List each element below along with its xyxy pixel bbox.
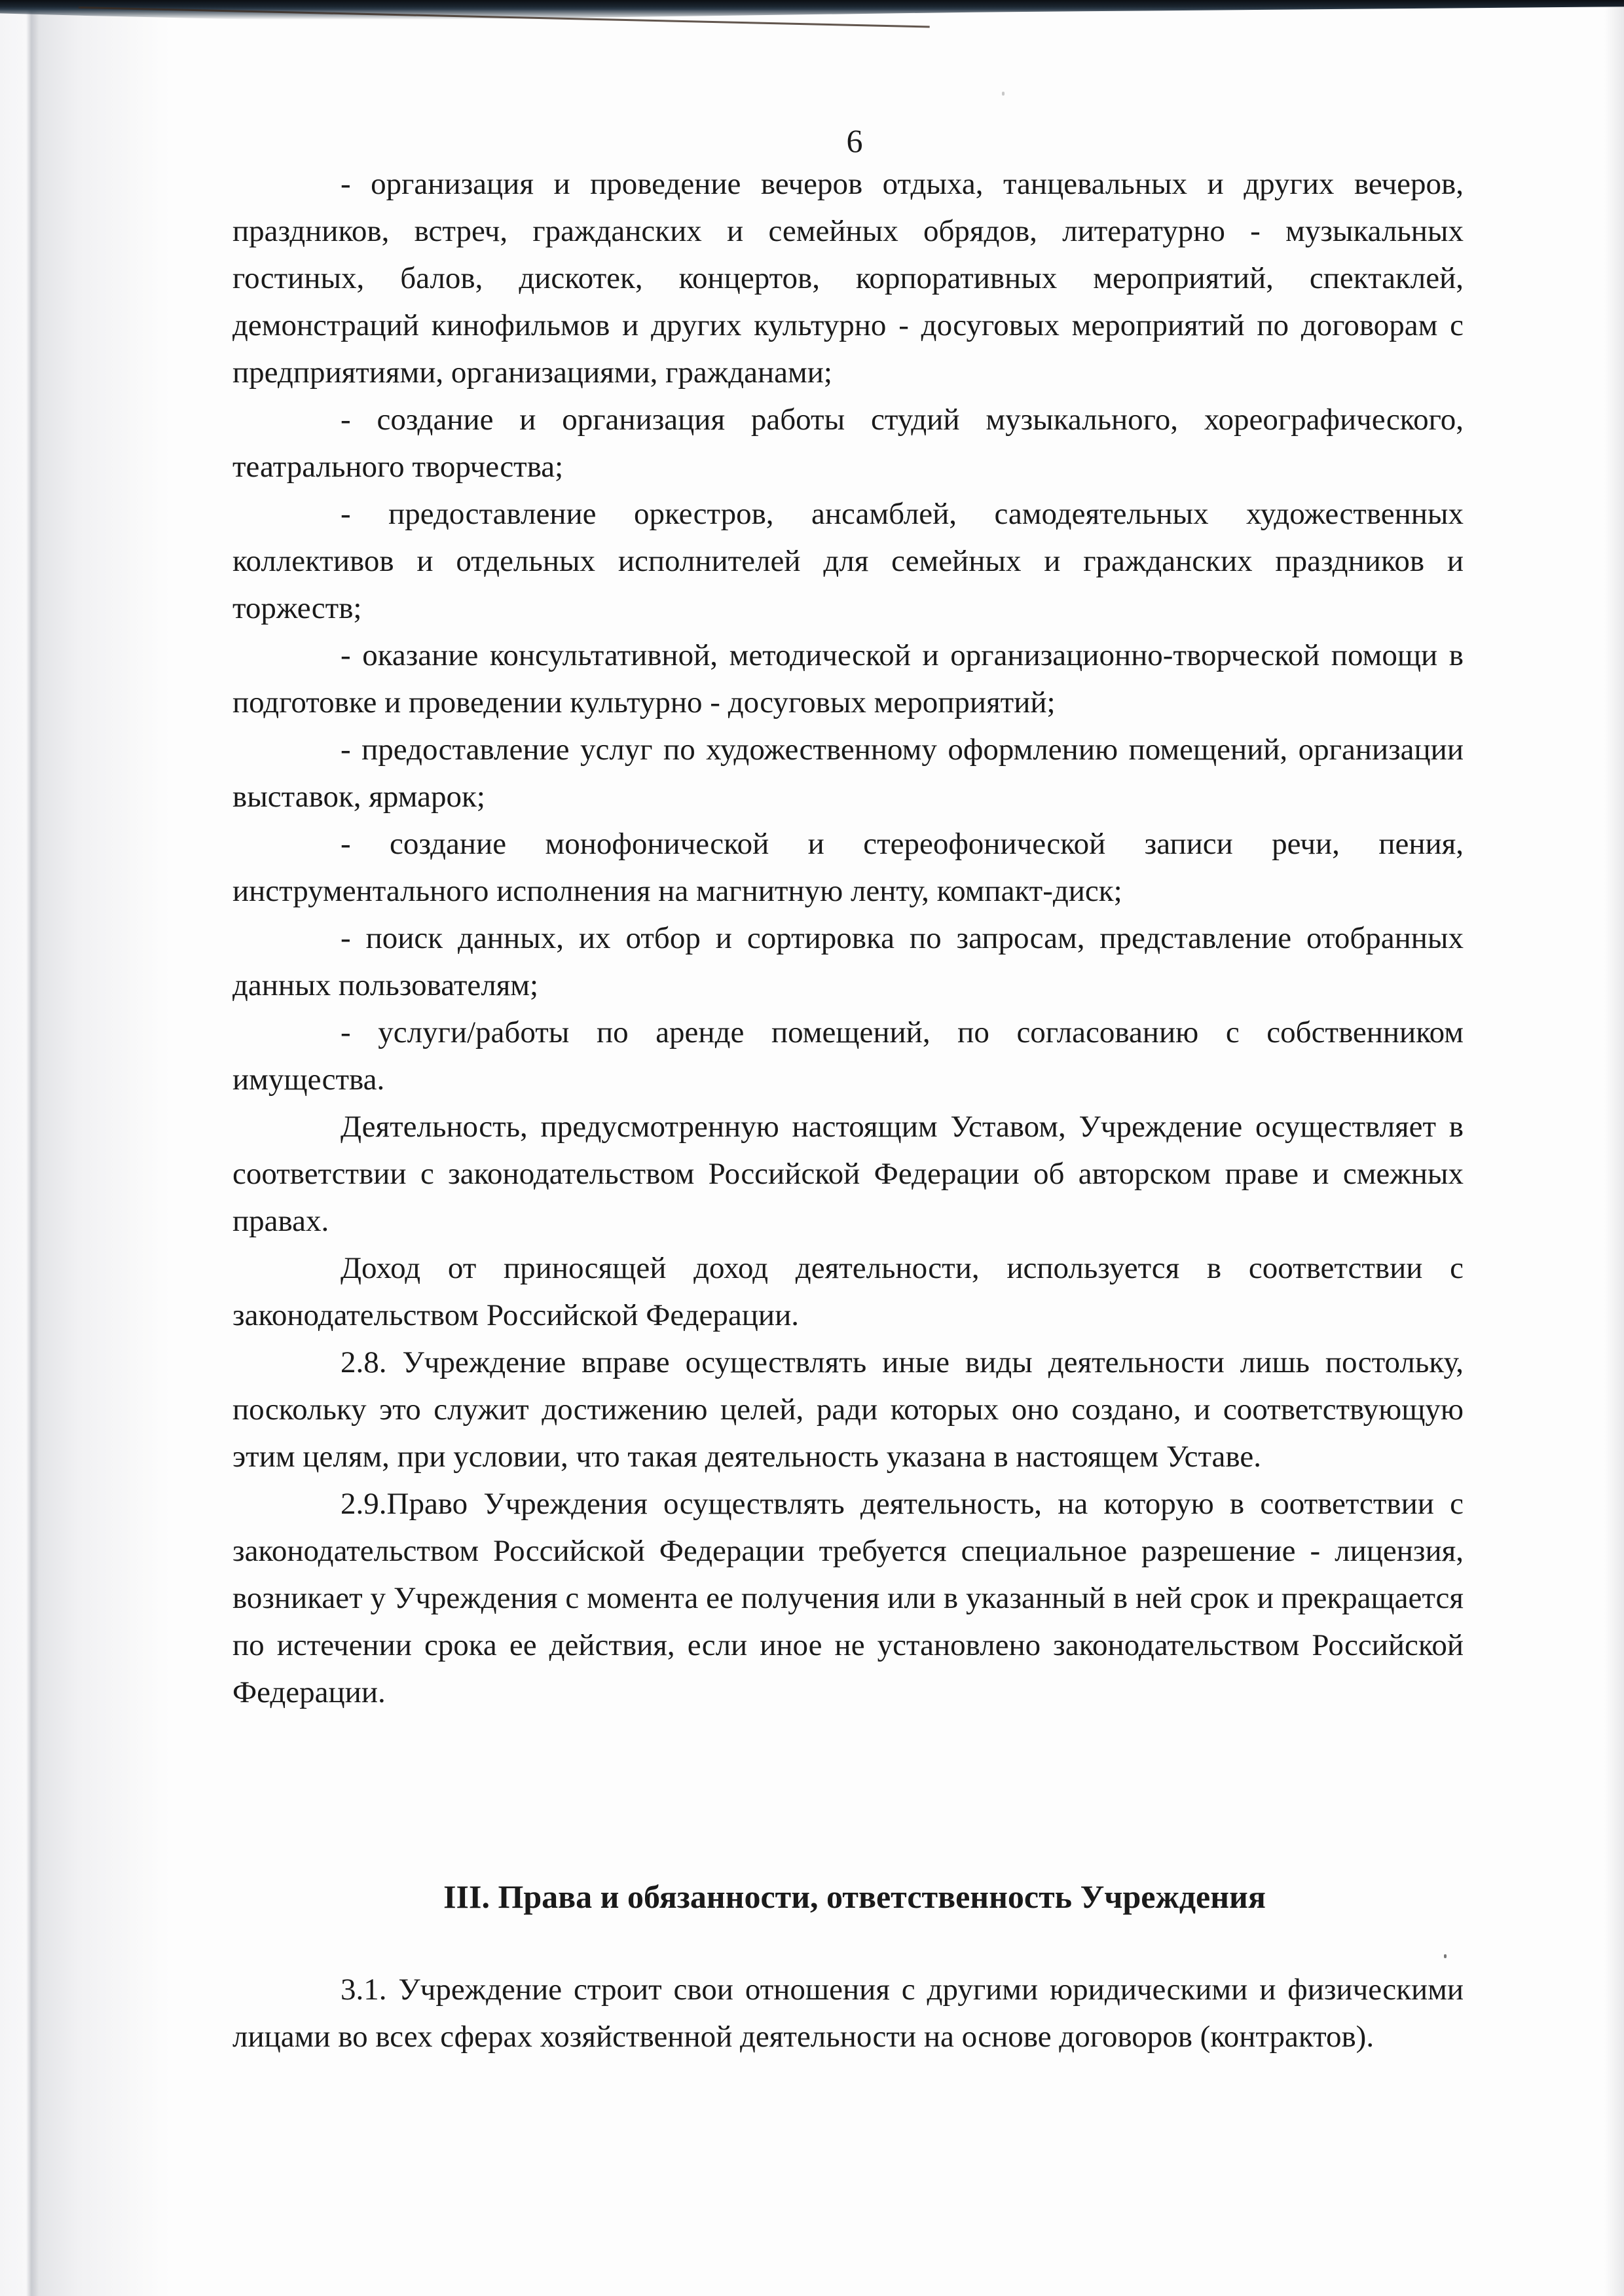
scan-speck xyxy=(1444,1954,1447,1958)
section-title: III. Права и обязанности, ответственность Учреждения xyxy=(443,1878,1266,1915)
section-spacer xyxy=(232,1716,1464,1873)
list-item-orchestras: - предоставление оркестров, ансамблей, самодеятельных художественных коллективов и отдельных исполнителей для семейных и гражданских праздников и торжеств; xyxy=(232,497,1464,625)
list-item-data-search: - поиск данных, их отбор и сортировка по запросам, представление отобранных данных пользователям; xyxy=(232,921,1464,1002)
scan-right-shadow xyxy=(1604,0,1624,2296)
paragraph-income: Доход от приносящей доход деятельности, используется в соответствии с законодательством Российской Федерации. xyxy=(232,1251,1464,1332)
scan-left-shadow xyxy=(0,0,170,2296)
list-item-recording: - создание монофонической и стереофонической записи речи, пения, инструментального исполнения на магнитную ленту, компакт-диск; xyxy=(232,827,1464,908)
section-body-text xyxy=(232,1966,1464,2060)
list-item-studios: - создание и организация работы студий музыкального, хореографического, театрального творчества; xyxy=(232,403,1464,484)
list-item-decoration: - предоставление услуг по художественному оформлению помещений, организации выставок, ярмарок; xyxy=(232,733,1464,814)
scan-speck xyxy=(1002,92,1005,96)
page-number: 6 xyxy=(846,122,863,159)
paragraph-3-1: 3.1. Учреждение строит свои отношения с другими юридическими и физическими лицами во всех сферах хозяйственной деятельности на основе договоров (контрактов). xyxy=(232,1973,1464,2054)
body-text xyxy=(232,160,1464,1716)
paragraph-2-8: 2.8. Учреждение вправе осуществлять иные виды деятельности лишь постольку, поскольку это служит достижению целей, ради которых оно создано, и соответствующую этим целям, при условии, что такая деятельность указана в настоящем Уставе. xyxy=(232,1345,1464,1474)
list-item-consulting: - оказание консультативной, методической и организационно-творческой помощи в подготовке и проведении культурно - досуговых мероприятий; xyxy=(232,638,1464,720)
list-item-events: - организация и проведение вечеров отдыха, танцевальных и других вечеров, праздников, встреч, гражданских и семейных обрядов, литературно - музыкальных гостиных, балов, дискотек, концертов, корпоративных мероприятий, спектаклей, демонстраций кинофильмов и других культурно - досуговых мероприятий по договорам с предприятиями, организациями, гражданами; xyxy=(232,167,1464,390)
paragraph-2-9: 2.9.Право Учреждения осуществлять деятельность, на которую в соответствии с законодательством Российской Федерации требуется специальное разрешение - лицензия, возникает у Учреждения с момента ее получения или в указанный в ней срок и прекращается по истечении срока ее действия, если иное не установлено законодательством Российской Федерации. xyxy=(232,1487,1464,1709)
paragraph-copyright: Деятельность, предусмотренную настоящим Уставом, Учреждение осуществляет в соответствии с законодательством Российской Федерации об авторском праве и смежных правах. xyxy=(232,1110,1464,1238)
document-page xyxy=(232,121,1464,2060)
list-item-rental: - услуги/работы по аренде помещений, по согласованию с собственником имущества. xyxy=(232,1015,1464,1097)
